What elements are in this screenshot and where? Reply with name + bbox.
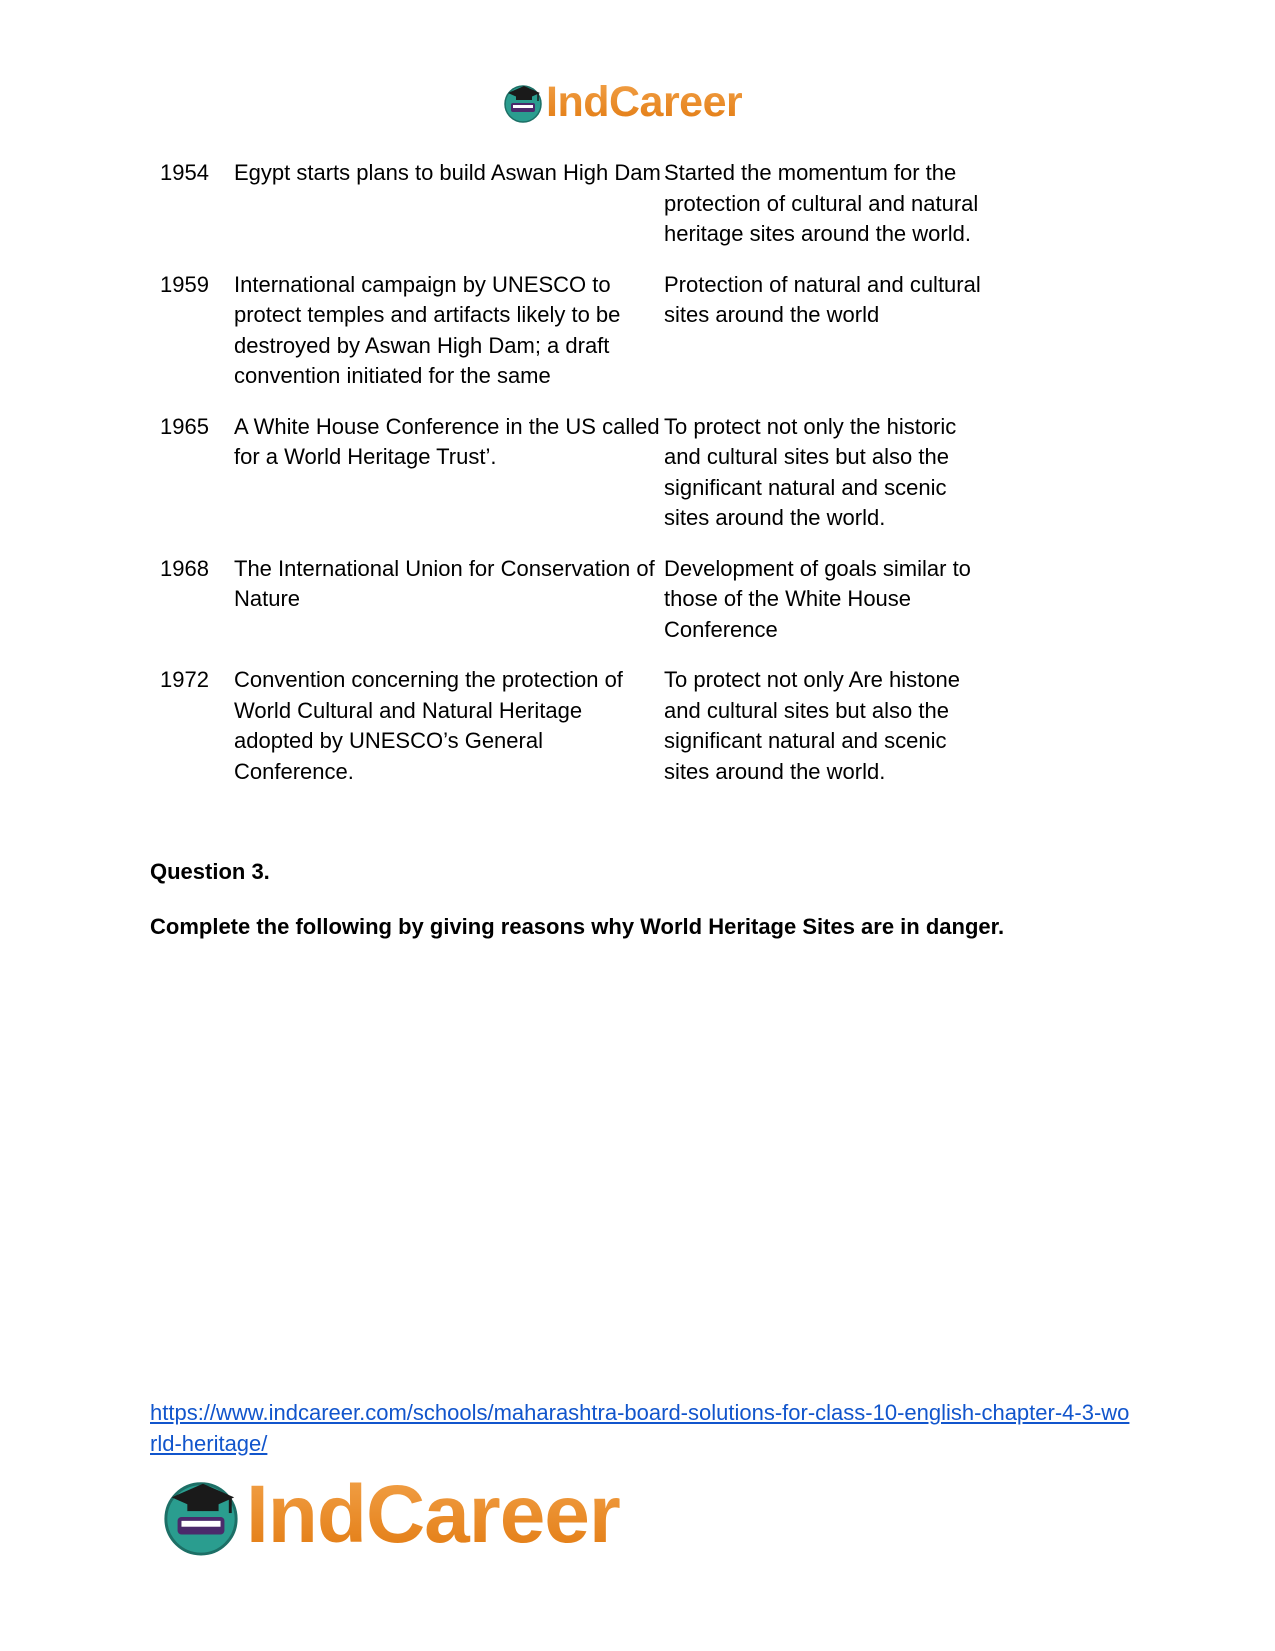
timeline-outcome: Development of goals similar to those of the White House Conference [664, 555, 971, 642]
question-text: Complete the following by giving reasons why World Heritage Sites are in danger. [150, 914, 1005, 939]
timeline-outcome: Started the momentum for the protection of cultural and natural heritage sites around the world. [664, 160, 979, 246]
question-title: Question 3. [150, 859, 270, 884]
graduation-globe-icon [160, 1474, 242, 1556]
header-logo-text: IndCareer [546, 78, 743, 126]
timeline-year: 1965 [160, 413, 209, 439]
timeline-event: A White House Conference in the US called for a World Heritage Trust’. [234, 413, 660, 469]
timeline-outcome: To protect not only the historic and cultural sites but also the significant natural and scenic sites around the world. [664, 413, 957, 530]
source-link[interactable]: https://www.indcareer.com/schools/maharashtra-board-solutions-for-class-10-english-chapter-4-3-world-heritage/ [150, 1400, 1130, 1456]
timeline-row [160, 554, 1010, 646]
timeline-row [160, 665, 1010, 787]
timeline-year: 1954 [160, 160, 209, 185]
graduation-globe-icon [502, 81, 544, 123]
timeline-year: 1968 [160, 555, 209, 581]
timeline-row [160, 158, 1010, 250]
timeline-row [160, 270, 1010, 392]
footer-logo [160, 1470, 620, 1560]
timeline-outcome: To protect not only Are histone and cultural sites but also the significant natural and scenic sites around the world. [664, 667, 960, 784]
timeline-outcome: Protection of natural and cultural sites around the world [664, 271, 981, 327]
timeline-year: 1972 [160, 667, 209, 692]
timeline-row [160, 412, 1010, 534]
header-logo [502, 78, 742, 126]
timeline-event: International campaign by UNESCO to protect temples and artifacts likely to be destroyed by Aswan High Dam; a draft convention initiated for the same [234, 271, 621, 388]
footer-logo-text: IndCareer [246, 1469, 620, 1560]
timeline-event: Convention concerning the protection of World Cultural and Natural Heritage adopted by UNESCO’s General Conference. [234, 667, 623, 784]
timeline-event: Egypt starts plans to build Aswan High Dam [234, 160, 661, 185]
timeline-table [160, 158, 1010, 807]
timeline-year: 1959 [160, 271, 209, 297]
timeline-event: The International Union for Conservation of Nature [234, 555, 655, 611]
